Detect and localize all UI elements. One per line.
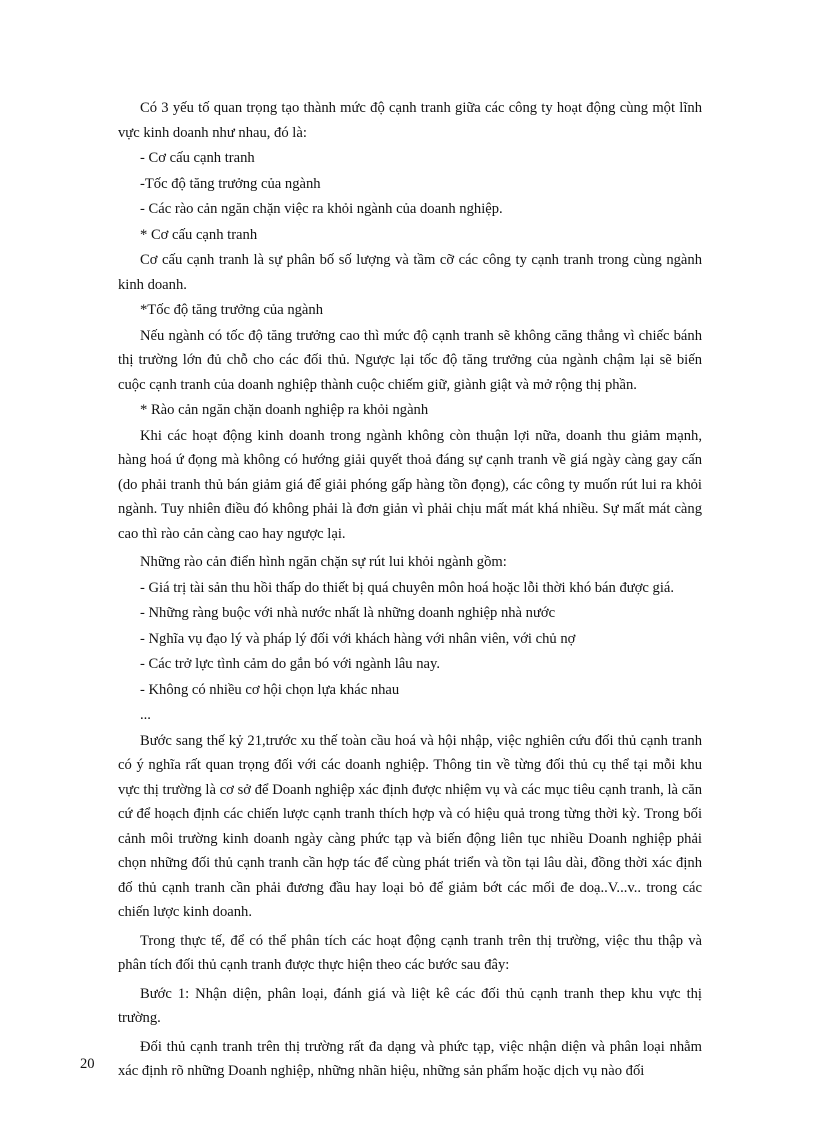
list-item: - Cơ cấu cạnh tranh <box>140 150 255 166</box>
paragraph: Khi các hoạt động kinh doanh trong ngành không còn thuận lợi nữa, doanh thu giảm mạnh, hàng hoá ứ đọng mà không có hướng giải quyết thoả đáng sự cạnh tranh về giá ngày càng gay cấn (do phải tranh thủ bán giảm giá để giải phóng gấp hàng tồn đọng), các công ty muốn rút lui ra khỏi ngành. Tuy nhiên điều đó không phải là đơn giản vì phải chịu mất mát khá nhiều. Sự mất mát càng cao thì rào cản càng cao hay ngược lại. <box>118 427 702 542</box>
section-heading: *Tốc độ tăng trưởng của ngành <box>140 302 323 318</box>
page-number: 20 <box>80 1056 95 1072</box>
section-heading: * Cơ cấu cạnh tranh <box>140 226 258 243</box>
ellipsis: ... <box>140 707 151 723</box>
list-item: - Những ràng buộc với nhà nước nhất là những doanh nghiệp nhà nước <box>140 605 556 621</box>
paragraph: Trong thực tế, để có thể phân tích các hoạt động cạnh tranh trên thị trường, việc thu thập và phân tích đối thủ cạnh tranh được thực hiện theo các bước sau đây: <box>118 932 702 973</box>
paragraph: Bước 1: Nhận diện, phân loại, đánh giá và liệt kê các đối thủ cạnh tranh thep khu vực thị trường. <box>118 985 702 1026</box>
list-item: - Giá trị tài sản thu hồi thấp do thiết bị quá chuyên môn hoá hoặc lỗi thời khó bán được giá. <box>140 579 675 596</box>
list-item: - Không có nhiều cơ hội chọn lựa khác nhau <box>140 681 400 698</box>
section-heading: * Rào cản ngăn chặn doanh nghiệp ra khỏi ngành <box>140 402 429 418</box>
list-item: - Các trở lực tình cảm do gắn bó với ngành lâu nay. <box>140 656 441 672</box>
paragraph: Những rào cản điển hình ngăn chặn sự rút lui khỏi ngành gồm: <box>140 554 507 570</box>
paragraph: Bước sang thế kỷ 21,trước xu thế toàn cầu hoá và hội nhập, việc nghiên cứu đối thủ cạnh tranh có ý nghĩa rất quan trọng đối với các doanh nghiệp. Thông tin về từng đối thủ cụ thể tại mỗi khu vực thị trường là cơ sở để Doanh nghiệp xác định được nhiệm vụ và các mục tiêu cạnh tranh, là căn cứ để hoạch định các chiến lược cạnh tranh thích hợp và có hiệu quả trong từng thời kỳ. Trong bối cảnh môi trường kinh doanh ngày càng phức tạp và biến động liên tục nhiều Doanh nghiệp phải chọn những đối thủ cạnh tranh cần hợp tác để cùng phát triển và tồn tại lâu dài, đồng thời xác định đố thủ cạnh tranh cần phải đương đầu hay loại bỏ để giảm bớt các mối đe doạ..V...v.. trong các chiến lược kinh doanh. <box>118 732 702 920</box>
paragraph: Cơ cấu cạnh tranh là sự phân bố số lượng và tầm cỡ các công ty cạnh tranh trong cùng ngành kinh doanh. <box>118 252 702 293</box>
page-body <box>118 96 702 1085</box>
list-item: - Nghĩa vụ đạo lý và pháp lý đối với khách hàng với nhân viên, với chủ nợ <box>140 630 576 647</box>
paragraph: Đối thủ cạnh tranh trên thị trường rất đa dạng và phức tạp, việc nhận diện và phân loại nhằm xác định rõ những Doanh nghiệp, những nhãn hiệu, những sản phẩm hoặc dịch vụ nào đối <box>118 1038 702 1079</box>
list-item: -Tốc độ tăng trưởng của ngành <box>140 175 321 192</box>
paragraph: Nếu ngành có tốc độ tăng trưởng cao thì mức độ cạnh tranh sẽ không căng thẳng vì chiếc bánh thị trường lớn đủ chỗ cho các đối thủ. Ngược lại tốc độ tăng trưởng của ngành chậm lại sẽ biến cuộc cạnh tranh của doanh nghiệp thành cuộc chiếm giữ, giành giật và mở rộng thị phần. <box>118 327 702 393</box>
paragraph: Có 3 yếu tố quan trọng tạo thành mức độ cạnh tranh giữa các công ty hoạt động cùng một lĩnh vực kinh doanh như nhau, đó là: <box>118 100 702 141</box>
list-item: - Các rào cản ngăn chặn việc ra khỏi ngành của doanh nghiệp. <box>140 201 503 217</box>
